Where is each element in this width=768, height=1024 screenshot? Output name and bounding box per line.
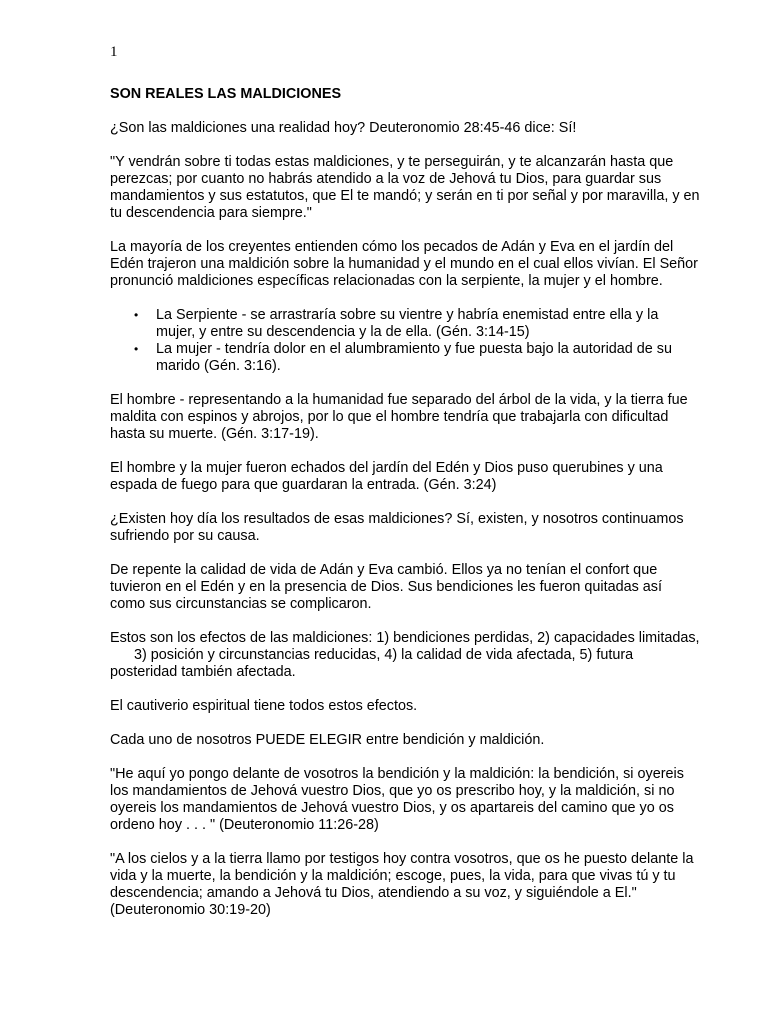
- paragraph: "He aquí yo pongo delante de vosotros la bendición y la maldición: la bendición, si oyereis los mandamientos de Jehová vuestro Dios, que yo os prescribo hoy, y la maldición, si no oyereis los mandamientos de Jehová vuestro Dios, y os apartareis del camino que yo os ordeno hoy . . . " (Deuteronomio 11:26-28): [110, 766, 684, 833]
- paragraph: Estos son los efectos de las maldiciones: 1) bendiciones perdidas, 2) capacidades limitadas, 3) posición y circunstancias reducidas, 4) la calidad de vida afectada, 5) futura posteridad también afectada.: [110, 630, 700, 680]
- paragraph: ¿Existen hoy día los resultados de esas maldiciones? Sí, existen, y nosotros continuamos sufriendo por su causa.: [110, 511, 684, 544]
- bullet-icon: •: [134, 308, 139, 322]
- paragraph: De repente la calidad de vida de Adán y Eva cambió. Ellos ya no tenían el confort que tuvieron en el Edén y en la presencia de Dios. Sus bendiciones les fueron quitadas así como sus circunstancias se complicaron.: [110, 562, 662, 612]
- bullet-icon: •: [134, 342, 139, 356]
- paragraph: "Y vendrán sobre ti todas estas maldiciones, y te perseguirán, y te alcanzarán hasta que perezcas; por cuanto no habrás atendido a la voz de Jehová tu Dios, para guardar sus mandamientos y sus estatutos, que El te mandó; y serán en ti por señal y por maravilla, y en tu descendencia para siempre.": [110, 154, 700, 221]
- document-title: SON REALES LAS MALDICIONES: [110, 86, 342, 102]
- paragraph: Cada uno de nosotros PUEDE ELEGIR entre bendición y maldición.: [110, 732, 545, 748]
- paragraph: ¿Son las maldiciones una realidad hoy? Deuteronomio 28:45-46 dice: Sí!: [110, 120, 577, 136]
- paragraph: El hombre - representando a la humanidad fue separado del árbol de la vida, y la tierra fue maldita con espinos y abrojos, por lo que el hombre tendría que trabajarla con dificultad hasta su muerte. (Gén. 3:17-19).: [110, 392, 688, 442]
- paragraph: El cautiverio espiritual tiene todos estos efectos.: [110, 698, 418, 714]
- list-item: [134, 307, 700, 341]
- intro-section: [110, 120, 700, 290]
- page-number: 1: [110, 44, 118, 60]
- document-body: [110, 86, 700, 936]
- curses-list: [110, 307, 700, 375]
- paragraph: El hombre y la mujer fueron echados del jardín del Edén y Dios puso querubines y una espada de fuego para que guardaran la entrada. (Gén. 3:24): [110, 460, 663, 493]
- list-item-text: La mujer - tendría dolor en el alumbramiento y fue puesta bajo la autoridad de su marido (Gén. 3:16).: [156, 341, 672, 374]
- list-item-text: La Serpiente - se arrastraría sobre su vientre y habría enemistad entre ella y la mujer, y entre su descendencia y la de ella. (Gén. 3:14-15): [156, 307, 659, 340]
- paragraph: "A los cielos y a la tierra llamo por testigos hoy contra vosotros, que os he puesto delante la vida y la muerte, la bendición y la maldición; escoge, pues, la vida, para que vivas tú y tu descendencia; amando a Jehová tu Dios, atendiendo a su voz, y siguiéndole a El." (Deuteronomio 30:19-20): [110, 851, 694, 918]
- main-section: [110, 392, 700, 919]
- list-item: [134, 341, 700, 375]
- paragraph: La mayoría de los creyentes entienden cómo los pecados de Adán y Eva en el jardín del Edén trajeron una maldición sobre la humanidad y el mundo en el cual ellos vivían. El Señor pronunció maldiciones específicas relacionadas con la serpiente, la mujer y el hombre.: [110, 239, 698, 289]
